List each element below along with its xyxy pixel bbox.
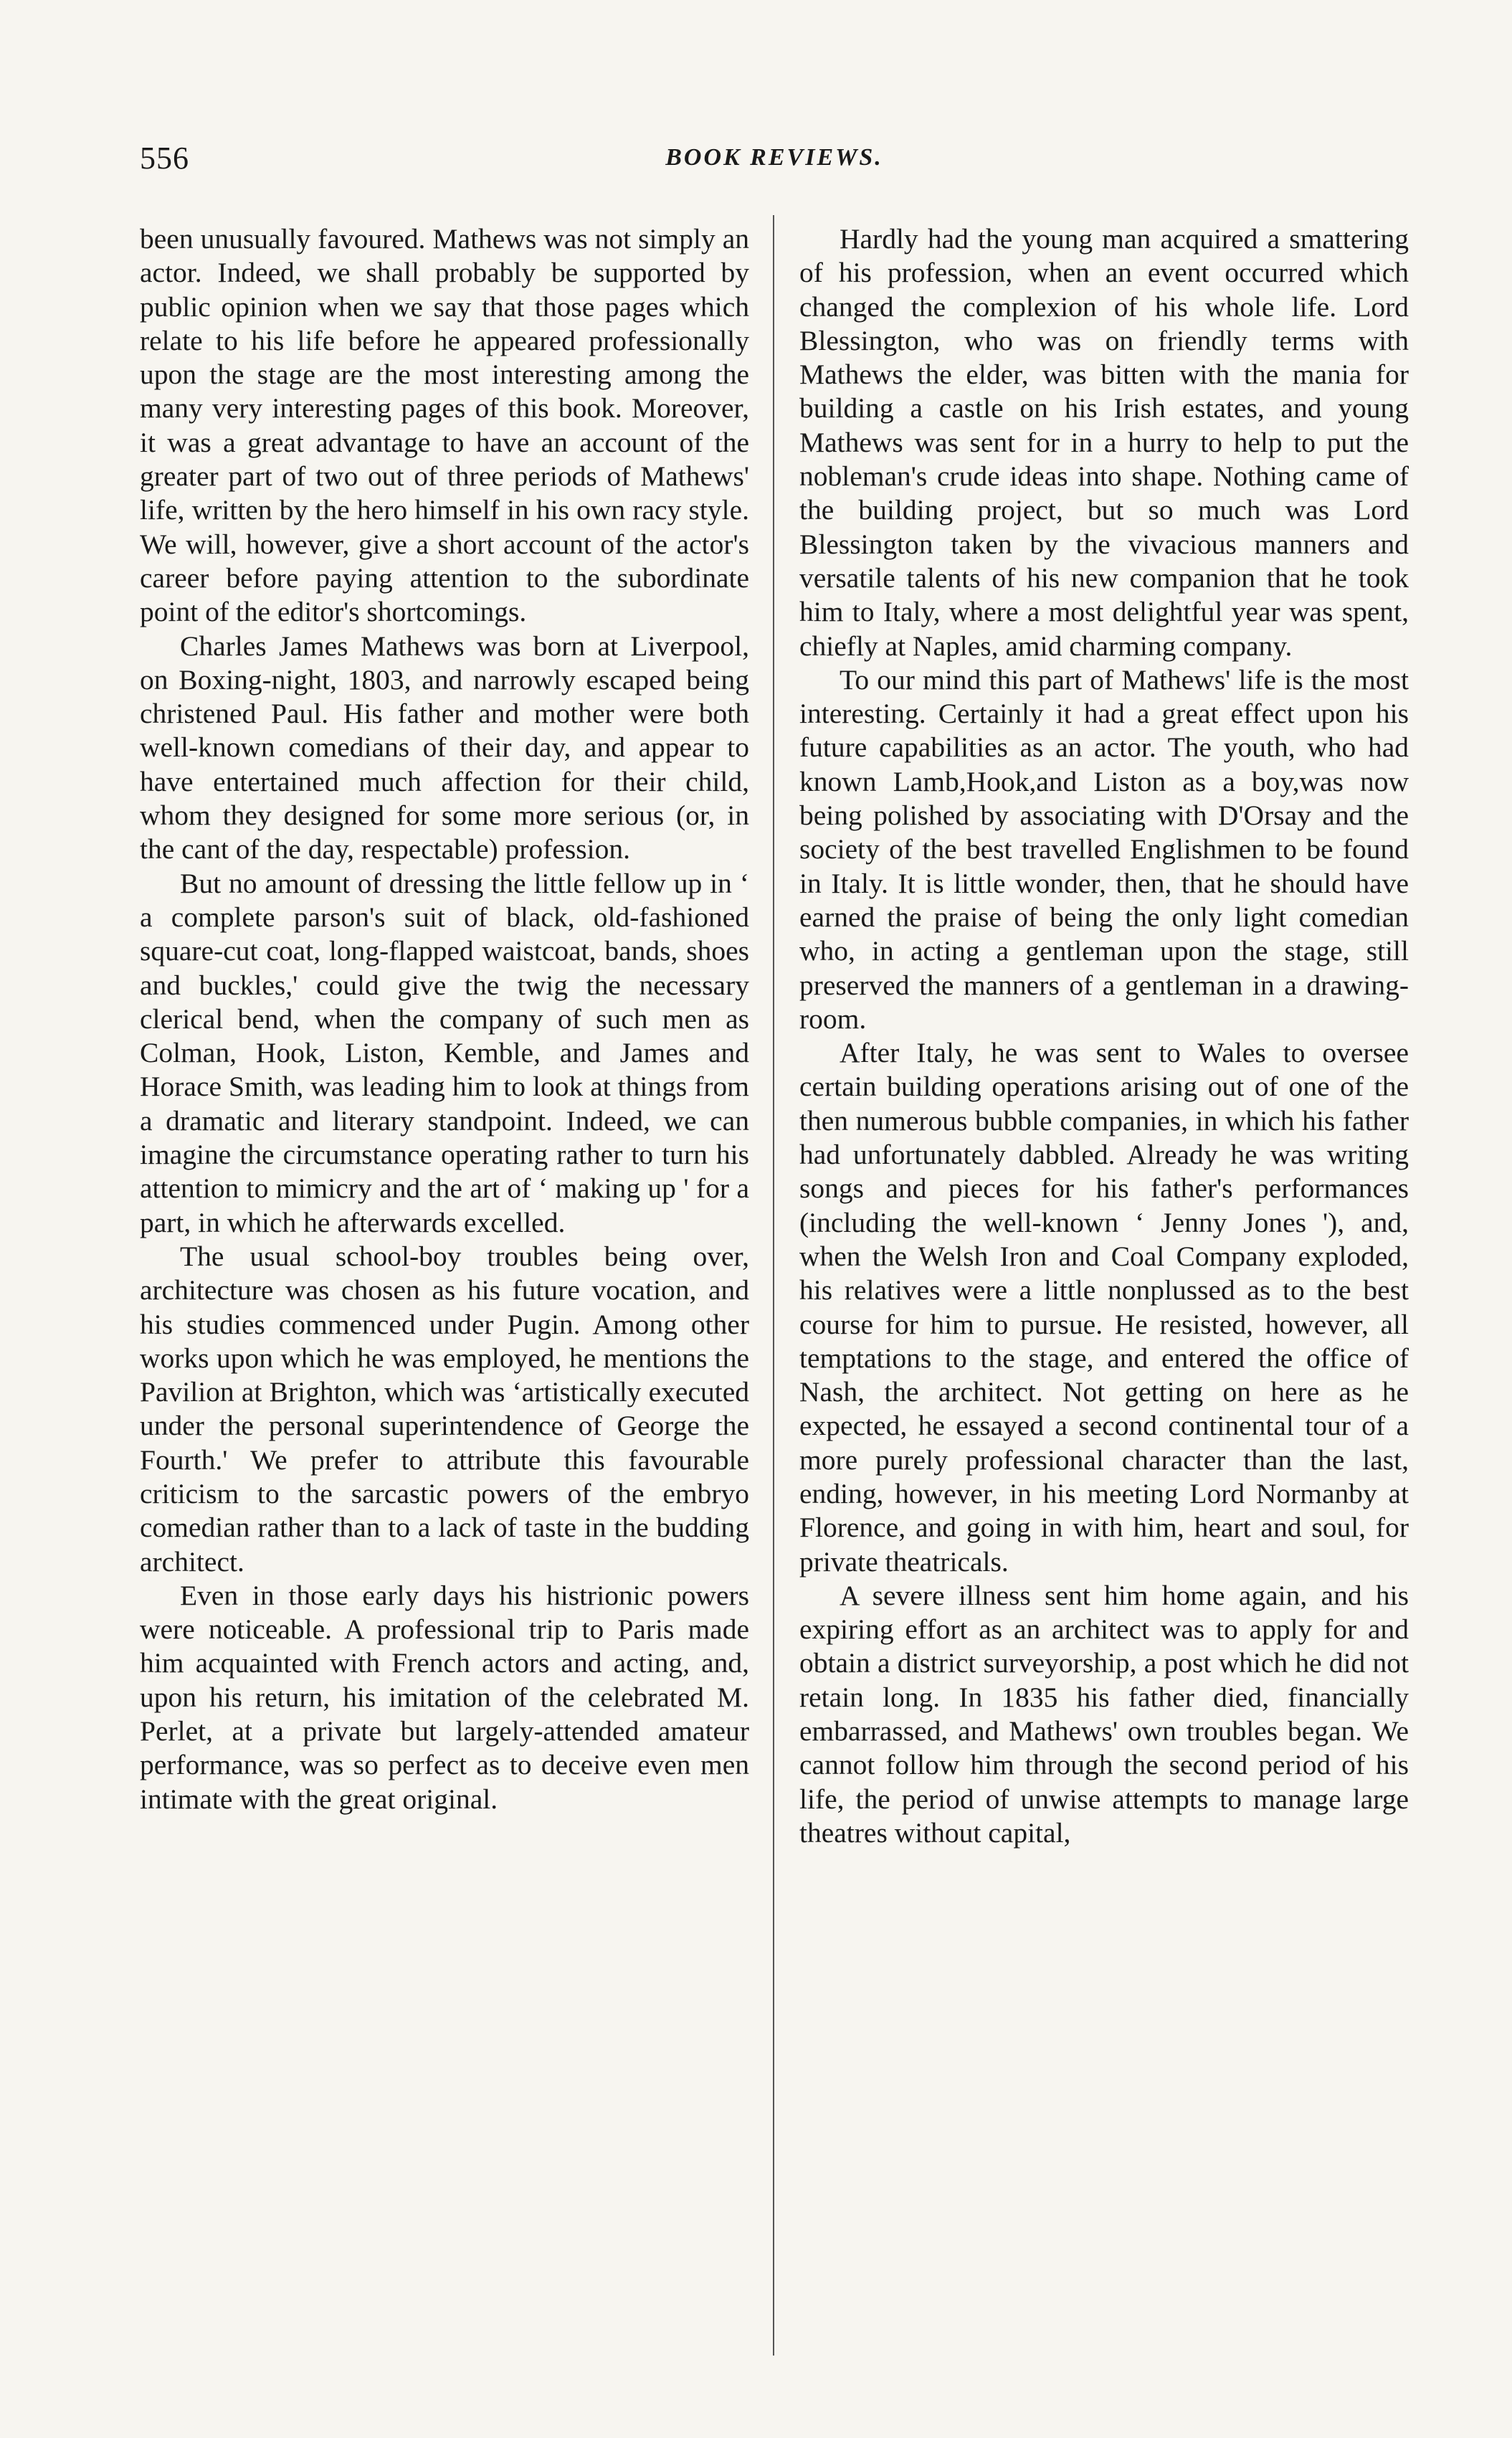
page-number: 556 (140, 141, 189, 176)
paragraph: Hardly had the young man acquired a smattering of his profession, when an event occurred which changed the complexion of his whole life. Lord Blessington, who was on friendly terms with Mathews the elder, was bitten with the mania for building a castle on his Irish estates, and young Mathews was sent for in a hurry to help to put the nobleman's crude ideas into shape. Nothing came of the building project, but so much was Lord Blessington taken by the vivacious manners and versatile talents of his new companion that he took him to Italy, where a most delightful year was spent, chiefly at Naples, amid charming company. (799, 223, 1409, 662)
page-header (140, 140, 1409, 190)
right-column (799, 222, 1409, 1850)
paragraph: The usual school-boy troubles being over, architecture was chosen as his future vocation, and his studies commenced under Pugin. Among other works upon which he was employed, he mentions the Pavilion at Brighton, which was ‘artistically executed under the personal superintendence of George the Fourth.' We prefer to attribute this favourable criticism to the sarcastic powers of the embryo comedian rather than to a lack of taste in the budding architect. (140, 1240, 749, 1578)
paragraph: After Italy, he was sent to Wales to oversee certain building operations arising out of one of the then numerous bubble companies, in which his father had unfortunately dabbled. Already he was writing songs and pieces for his father's performances (including the well-known ‘ Jenny Jones '), and, when the Welsh Iron and Coal Company exploded, his relatives were a little nonplussed as to the best course for him to pursue. He resisted, however, all temptations to the stage, and entered the office of Nash, the architect. Not getting on here as he expected, he essayed a second continental tour of a more purely professional character than the last, ending, however, in his meeting Lord Normanby at Florence, and going in with him, heart and soul, for private theatricals. (799, 1037, 1409, 1578)
left-column (140, 222, 749, 1816)
column-divider (773, 215, 774, 2356)
paragraph: A severe illness sent him home again, and his expiring effort as an architect was to apply for and obtain a district surveyorship, a post which he did not retain long. In 1835 his father died, financially embarrassed, and Mathews' own troubles began. We cannot follow him through the second period of his life, the period of unwise attempts to manage large theatres without capital, (799, 1579, 1409, 1849)
paragraph: been unusually favoured. Mathews was not simply an actor. Indeed, we shall probably be supported by public opinion when we say that those pages which relate to his life before he appeared professionally upon the stage are the most interesting among the many very interesting pages of this book. Moreover, it was a great advantage to have an account of the greater part of two out of three periods of Mathews' life, written by the hero himself in his own racy style. We will, however, give a short account of the actor's career before paying attention to the subordinate point of the editor's shortcomings. (140, 223, 749, 628)
paragraph: Charles James Mathews was born at Liverpool, on Boxing-night, 1803, and narrowly escaped being christened Paul. His father and mother were both well-known comedians of their day, and appear to have entertained much affection for their child, whom they designed for some more serious (or, in the cant of the day, respectable) profession. (140, 630, 749, 865)
paragraph: But no amount of dressing the little fellow up in ‘ a complete parson's suit of black, old-fashioned square-cut coat, long-flapped waistcoat, bands, shoes and buckles,' could give the twig the necessary clerical bend, when the company of such men as Colman, Hook, Liston, Kemble, and James and Horace Smith, was leading him to look at things from a dramatic and literary standpoint. Indeed, we can imagine the circumstance operating rather to turn his attention to mimicry and the art of ‘ making up ' for a part, in which he afterwards excelled. (140, 867, 749, 1238)
paragraph: Even in those early days his histrionic powers were noticeable. A professional trip to Paris made him acquainted with French actors and acting, and, upon his return, his imitation of the celebrated M. Perlet, at a private but largely-attended amateur performance, was so perfect as to deceive even men intimate with the great original. (140, 1579, 749, 1815)
book-page (140, 140, 1409, 2334)
paragraph: To our mind this part of Mathews' life is the most interesting. Certainly it had a great effect upon his future capabilities as an actor. The youth, who had known Lamb,Hook,and Liston as a boy,was now being polished by associating with D'Orsay and the society of the best travelled Englishmen to be found in Italy. It is little wonder, then, that he should have earned the praise of being the only light comedian who, in acting a gentleman upon the stage, still preserved the manners of a gentleman in a drawing-room. (799, 663, 1409, 1035)
running-title: BOOK REVIEWS. (665, 144, 883, 171)
